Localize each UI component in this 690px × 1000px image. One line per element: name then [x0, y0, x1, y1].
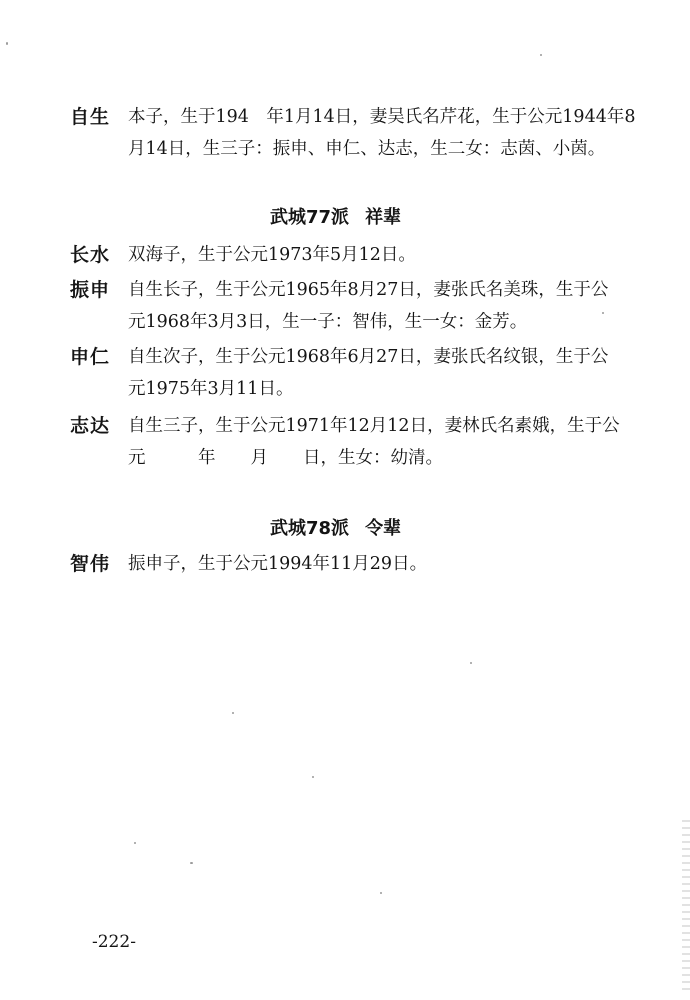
entry-line: 本子，生于194 年1月14日，妻吴氏名芹花，生于公元1944年8	[128, 107, 636, 127]
genealogy-entry-zhenshen	[70, 274, 660, 338]
entry-line: 月14日，生三子：振申、申仁、达志，生二女：志茵、小茵。	[128, 139, 606, 159]
scan-edge-noise	[682, 820, 690, 990]
entry-line: 元1968年3月3日，生一子：智伟，生一女：金芳。	[128, 312, 528, 332]
scan-speck	[470, 662, 472, 664]
entry-line: 自生次子，生于公元1968年6月27日，妻张氏名纹银，生于公	[128, 347, 609, 367]
scan-speck	[312, 776, 314, 778]
section-generation: 令辈	[365, 518, 402, 539]
genealogy-entry-zhiwei	[70, 548, 660, 580]
entry-text	[128, 239, 660, 271]
genealogy-entry-changshui	[70, 239, 660, 271]
entry-name: 自生	[70, 106, 111, 128]
section-heading-78	[270, 515, 401, 543]
entry-text	[128, 410, 660, 474]
entry-name: 振申	[70, 279, 111, 301]
page-number: -222-	[92, 932, 136, 952]
genealogy-entry-zhida	[70, 410, 660, 474]
entry-text	[128, 341, 660, 405]
entry-line: 自生三子，生于公元1971年12月12日，妻林氏名素娥，生于公	[128, 416, 620, 436]
genealogy-entry-zisheng	[70, 101, 660, 165]
entry-name: 长水	[70, 244, 111, 266]
entry-line: 振申子，生于公元1994年11月29日。	[128, 554, 428, 574]
entry-name: 智伟	[70, 553, 111, 575]
scan-speck	[602, 312, 604, 314]
entry-text	[128, 548, 660, 580]
entry-line: 元1975年3月11日。	[128, 379, 294, 399]
scan-speck	[232, 712, 234, 714]
section-title: 武城78派	[270, 518, 350, 539]
genealogy-entry-shenren	[70, 341, 660, 405]
entry-line: 自生长子，生于公元1965年8月27日，妻张氏名美珠，生于公	[128, 280, 609, 300]
scan-speck	[134, 842, 136, 844]
section-title: 武城77派	[270, 207, 350, 228]
section-generation: 祥辈	[365, 207, 402, 228]
entry-line: 双海子，生于公元1973年5月12日。	[128, 245, 416, 265]
scan-speck	[540, 54, 542, 56]
scan-speck	[380, 892, 382, 894]
entry-text	[128, 101, 660, 165]
entry-name: 申仁	[70, 346, 111, 368]
entry-line: 元 年 月 日，生女：幼清。	[128, 448, 443, 468]
scan-speck	[190, 862, 193, 864]
entry-text	[128, 274, 660, 338]
scan-speck	[6, 42, 8, 45]
entry-name: 志达	[70, 415, 111, 437]
section-heading-77	[270, 204, 401, 232]
